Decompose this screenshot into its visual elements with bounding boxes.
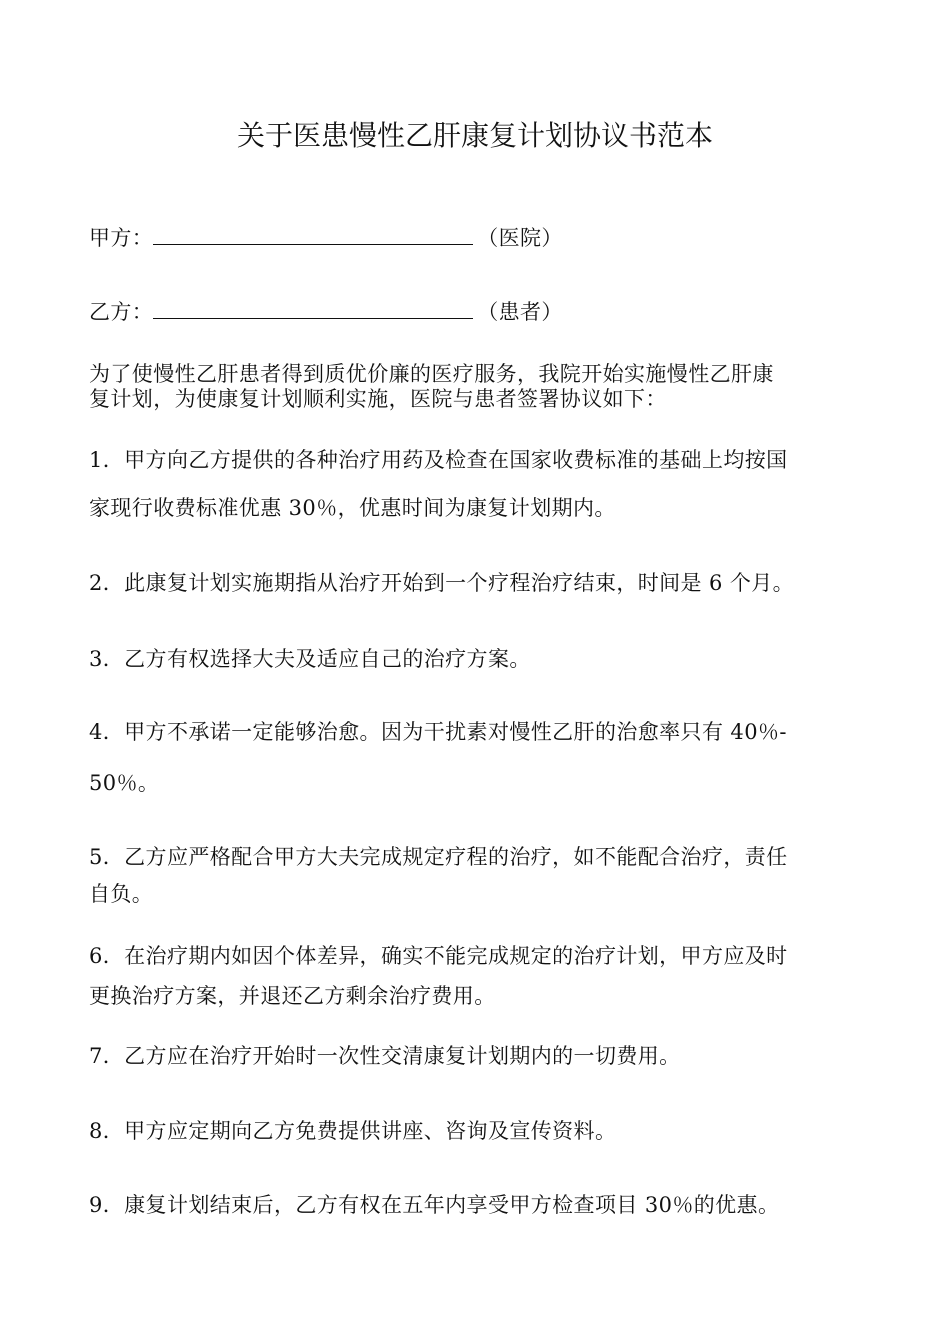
clause-1-line-2: 家现行收费标准优惠 30％，优惠时间为康复计划期内。 [89,496,616,520]
intro-line-1: 为了使慢性乙肝患者得到质优价廉的医疗服务，我院开始实施慢性乙肝康 [89,362,774,386]
clause-1-line-1: 1．甲方向乙方提供的各种治疗用药及检查在国家收费标准的基础上均按国 [89,448,788,472]
party-b-blank-field [153,296,473,319]
clause-2: 2．此康复计划实施期指从治疗开始到一个疗程治疗结束，时间是 6 个月。 [89,571,795,595]
clause-4-line-1: 4．甲方不承诺一定能够治愈。因为干扰素对慢性乙肝的治愈率只有 40％- [89,720,787,744]
document-title: 关于医患慢性乙肝康复计划协议书范本 [236,119,713,152]
clause-6-line-2: 更换治疗方案，并退还乙方剩余治疗费用。 [89,984,496,1008]
clause-5-line-1: 5．乙方应严格配合甲方大夫完成规定疗程的治疗，如不能配合治疗，责任 [89,845,788,869]
clause-3: 3．乙方有权选择大夫及适应自己的治疗方案。 [89,647,531,671]
party-b-note: （患者） [477,300,563,324]
clause-5-line-2: 自负。 [89,882,154,906]
clause-7: 7．乙方应在治疗开始时一次性交清康复计划期内的一切费用。 [89,1044,681,1068]
party-a-line [89,222,869,252]
party-a-label: 甲方： [89,226,154,250]
party-a-note: （医院） [477,226,563,250]
clause-4-line-2: 50％。 [89,771,160,795]
clause-8: 8．甲方应定期向乙方免费提供讲座、咨询及宣传资料。 [89,1119,617,1143]
clause-6-line-1: 6．在治疗期内如因个体差异，确实不能完成规定的治疗计划，甲方应及时 [89,944,788,968]
party-b-label: 乙方： [89,300,154,324]
intro-line-2: 复计划，为使康复计划顺利实施，医院与患者签署协议如下： [89,387,667,411]
clause-9: 9．康复计划结束后，乙方有权在五年内享受甲方检查项目 30％的优惠。 [89,1193,780,1217]
party-a-blank-field [153,222,473,245]
party-b-line [89,296,869,326]
